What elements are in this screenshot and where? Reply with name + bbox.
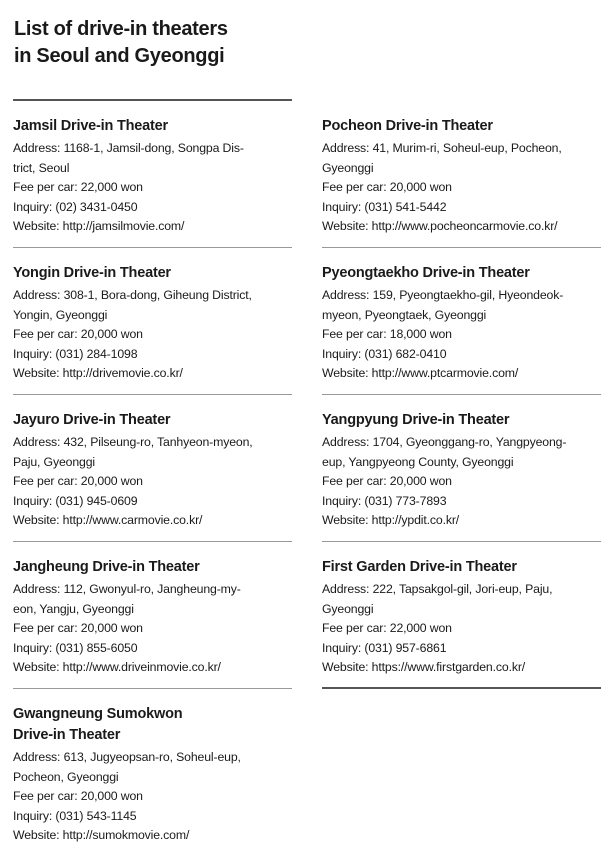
address-line: eup, Yangpyeong County, Gyeonggi xyxy=(322,454,514,469)
address-line: Address: 222, Tapsakgol-gil, Jori-eup, Paju, xyxy=(322,582,553,596)
fee-text: Fee per car: 20,000 won xyxy=(322,180,452,194)
inquiry-text: Inquiry: (031) 541-5442 xyxy=(322,199,447,214)
theater-name-line: Jayuro Drive-in Theater xyxy=(13,412,171,428)
theater-name-line: Yongin Drive-in Theater xyxy=(13,265,171,281)
address-line: Paju, Gyeonggi xyxy=(13,454,95,469)
website-link[interactable]: Website: http://ypdit.co.kr/ xyxy=(322,513,460,527)
fee-text: Fee per car: 18,000 won xyxy=(322,327,452,341)
website-link[interactable]: Website: http://www.carmovie.co.kr/ xyxy=(13,513,203,527)
inquiry-text: Inquiry: (031) 682-0410 xyxy=(322,346,447,361)
address-line: trict, Seoul xyxy=(13,160,70,175)
inquiry-text: Inquiry: (031) 773-7893 xyxy=(322,493,447,508)
theater-name-line: Gwangneung Sumokwon xyxy=(13,706,183,722)
address-line: Yongin, Gyeonggi xyxy=(13,307,108,322)
website-link[interactable]: Website: http://drivemovie.co.kr/ xyxy=(13,366,183,380)
inquiry-text: Inquiry: (031) 543-1145 xyxy=(13,808,137,823)
left-column xyxy=(13,101,292,842)
theater-name-line: Jangheung Drive-in Theater xyxy=(13,559,200,575)
theater-name-line: Drive-in Theater xyxy=(13,727,121,743)
theater-entry xyxy=(322,542,601,689)
address-line: Address: 308-1, Bora-dong, Giheung District, xyxy=(13,288,252,302)
theater-name xyxy=(13,542,292,578)
address-line: Address: 1704, Gyeonggang-ro, Yangpyeong- xyxy=(322,435,567,449)
page-title xyxy=(14,16,228,70)
theater-entry xyxy=(13,542,292,689)
website-link[interactable]: Website: https://www.firstgarden.co.kr/ xyxy=(322,660,526,674)
fee-text: Fee per car: 20,000 won xyxy=(13,474,143,488)
theater-entry xyxy=(322,248,601,395)
theater-name xyxy=(13,395,292,431)
website-link[interactable]: Website: http://www.driveinmovie.co.kr/ xyxy=(13,660,221,674)
inquiry-text: Inquiry: (031) 957-6861 xyxy=(322,640,447,655)
inquiry-text: Inquiry: (031) 284-1098 xyxy=(13,346,138,361)
address-line: Address: 613, Jugyeopsan-ro, Soheul-eup, xyxy=(13,750,241,764)
inquiry-text: Inquiry: (031) 855-6050 xyxy=(13,640,138,655)
theater-entry xyxy=(13,395,292,542)
website-link[interactable]: Website: http://www.ptcarmovie.com/ xyxy=(322,366,519,380)
fee-text: Fee per car: 20,000 won xyxy=(322,474,452,488)
theater-name xyxy=(13,101,292,137)
theater-name-line: Pyeongtaekho Drive-in Theater xyxy=(322,265,530,281)
page-title-line: List of drive-in theaters xyxy=(14,18,228,40)
fee-text: Fee per car: 20,000 won xyxy=(13,327,143,341)
website-link[interactable]: Website: http://sumokmovie.com/ xyxy=(13,828,190,842)
address-line: Address: 41, Murim-ri, Soheul-eup, Pocheon, xyxy=(322,141,562,155)
address-line: Gyeonggi xyxy=(322,601,374,616)
address-line: Address: 432, Pilseung-ro, Tanhyeon-myeon, xyxy=(13,435,253,449)
theater-name xyxy=(322,248,601,284)
address-line: Address: 159, Pyeongtaekho-gil, Hyeondeok- xyxy=(322,288,564,302)
website-link[interactable]: Website: http://www.pocheoncarmovie.co.kr/ xyxy=(322,219,558,233)
theater-name-line: Jamsil Drive-in Theater xyxy=(13,118,168,134)
theater-name xyxy=(13,248,292,284)
theater-name xyxy=(322,542,601,578)
address-line: Gyeonggi xyxy=(322,160,374,175)
address-line: myeon, Pyeongtaek, Gyeonggi xyxy=(322,307,487,322)
fee-text: Fee per car: 20,000 won xyxy=(13,789,143,803)
inquiry-text: Inquiry: (031) 945-0609 xyxy=(13,493,138,508)
theater-name-line: First Garden Drive-in Theater xyxy=(322,559,517,575)
theater-name-line: Pocheon Drive-in Theater xyxy=(322,118,493,134)
address-line: Address: 112, Gwonyul-ro, Jangheung-my- xyxy=(13,582,241,596)
theater-name-line: Yangpyung Drive-in Theater xyxy=(322,412,510,428)
theater-name xyxy=(13,689,292,746)
theater-name xyxy=(322,395,601,431)
address-line: eon, Yangju, Gyeonggi xyxy=(13,601,134,616)
theater-entry xyxy=(322,395,601,542)
theater-entry xyxy=(13,101,292,248)
theater-entry xyxy=(13,689,292,842)
fee-text: Fee per car: 20,000 won xyxy=(13,621,143,635)
theater-entry xyxy=(13,248,292,395)
address-line: Pocheon, Gyeonggi xyxy=(13,769,119,784)
inquiry-text: Inquiry: (02) 3431-0450 xyxy=(13,199,138,214)
address-line: Address: 1168-1, Jamsil-dong, Songpa Dis- xyxy=(13,141,244,155)
website-link[interactable]: Website: http://jamsilmovie.com/ xyxy=(13,219,185,233)
right-column xyxy=(322,101,601,689)
theater-name xyxy=(322,101,601,137)
fee-text: Fee per car: 22,000 won xyxy=(13,180,143,194)
page-title-line: in Seoul and Gyeonggi xyxy=(14,45,225,67)
fee-text: Fee per car: 22,000 won xyxy=(322,621,452,635)
theater-entry xyxy=(322,101,601,248)
